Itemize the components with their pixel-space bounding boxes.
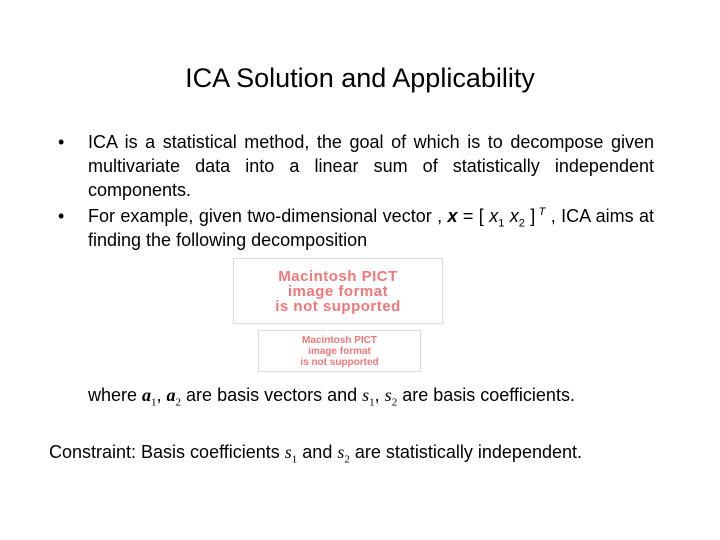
s1-subscript: 1 — [369, 396, 375, 409]
where-mid: are basis vectors and — [181, 385, 363, 405]
pict-line: is not supported — [275, 297, 401, 315]
x1-symbol: x — [489, 206, 499, 226]
close-bracket: ] — [524, 206, 536, 226]
where-prefix: where — [88, 385, 143, 405]
slide-title: ICA Solution and Applicability — [185, 63, 535, 93]
vector-x: x — [447, 206, 458, 226]
where-line — [88, 383, 575, 407]
pict-placeholder-equation-1 — [233, 258, 443, 324]
bullet-text-before: For example, given two-dimensional vector , — [88, 206, 448, 226]
a2-subscript: 2 — [175, 396, 182, 409]
a1-subscript: 1 — [151, 396, 157, 409]
constraint-suffix: are statistically independent. — [349, 442, 582, 462]
constraint-and: and — [297, 442, 338, 462]
a2-symbol: a — [166, 385, 176, 405]
s1-subscript: 1 — [291, 453, 298, 466]
equals-bracket: = [ — [457, 206, 490, 226]
s2-symbol: s — [384, 385, 392, 405]
constraint-line — [49, 440, 582, 464]
pict-line: is not supported — [300, 356, 379, 368]
s2-symbol: s — [337, 442, 345, 462]
bullet-item-ica-definition — [58, 130, 654, 202]
s2-subscript: 2 — [391, 396, 398, 409]
comma: , — [156, 385, 167, 405]
s1-symbol: s — [362, 385, 370, 405]
pict-line: Macintosh PICT — [301, 334, 377, 346]
where-suffix: are basis coefficients. — [397, 385, 575, 405]
s2-subscript: 2 — [344, 453, 350, 466]
bullet-dot-icon: • — [58, 132, 65, 152]
comma: , — [374, 385, 385, 405]
x1-subscript: 1 — [498, 217, 505, 230]
bullet-text-after: , ICA aims at finding the following decomposition — [88, 206, 654, 250]
transpose-superscript: T — [535, 206, 546, 218]
constraint-prefix: Constraint: Basis coefficients — [49, 442, 285, 462]
x2-symbol: x — [504, 206, 519, 226]
bullet-dot-icon: • — [58, 206, 65, 226]
pict-line: Macintosh PICT — [278, 267, 398, 285]
bullet-item-example — [58, 204, 654, 252]
a1-symbol: a — [142, 385, 152, 405]
pict-line: image format — [287, 282, 389, 300]
s1-symbol: s — [284, 442, 292, 462]
bullet-text: ICA is a statistical method, the goal of which is to decompose given multivariate data into a linear sum of statistically independent components. — [88, 132, 654, 200]
x2-subscript: 2 — [518, 217, 525, 230]
bullet-list — [58, 130, 654, 254]
pict-placeholder-equation-2 — [258, 330, 421, 372]
pict-line: image format — [308, 345, 371, 357]
